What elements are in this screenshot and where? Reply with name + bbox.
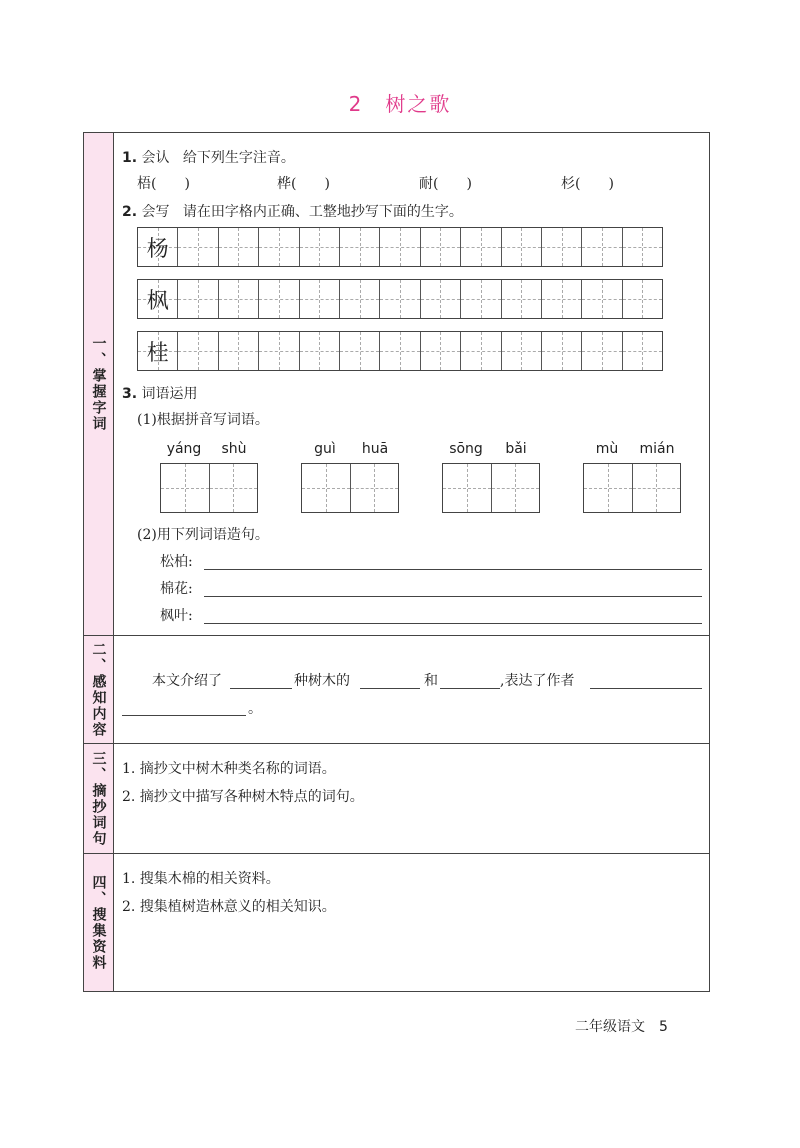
fill-text-4: ,表达了作者 [500,673,575,689]
writing-grid-row-3[interactable] [137,331,663,371]
fill-text-1: 本文介绍了 [152,673,222,689]
sentence-word-2: 棉花: [160,581,193,597]
pinyin-answer-box-1[interactable] [160,463,258,513]
fill-blank-5[interactable] [122,715,246,716]
q2-line: 2. 会写 请在田字格内正确、工整地抄写下面的生字。 [122,204,463,220]
fill-text-2: 种树木的 [294,673,350,689]
model-char-1: 杨 [146,236,169,262]
fill-text-3: 和 [424,673,438,689]
pinyin-answer-box-2[interactable] [301,463,399,513]
section-four-label: 四、搜集资料 [84,854,114,991]
model-char-2: 枫 [146,288,169,314]
model-char-3: 桂 [146,340,169,366]
lesson-title: 树之歌 [385,92,452,116]
section-three [84,744,709,854]
q3-line: 3. 词语运用 [122,386,198,402]
section-two [84,636,709,744]
sentence-line-2[interactable] [204,596,702,597]
q1-line: 1. 会认 给下列生字注音。 [122,150,295,166]
q1-char-1[interactable]: 梧( ) [137,176,190,192]
sentence-word-1: 松柏: [160,554,193,570]
q3-sub1: (1)根据拼音写词语。 [137,412,269,428]
pinyin-answer-box-4[interactable] [583,463,681,513]
sentence-line-1[interactable] [204,569,702,570]
q1-char-4[interactable]: 杉( ) [561,176,614,192]
collect-item-2: 2. 搜集植树造林意义的相关知识。 [122,899,336,915]
sentence-line-3[interactable] [204,623,702,624]
page-title [0,88,800,117]
copy-item-2: 2. 摘抄文中描写各种树木特点的词句。 [122,789,364,805]
section-four [84,854,709,991]
fill-blank-4[interactable] [590,688,702,689]
footer-text: 二年级语文 [575,1019,645,1035]
fill-blank-1[interactable] [230,688,292,689]
fill-blank-2[interactable] [360,688,420,689]
q1-char-3[interactable]: 耐( ) [419,176,472,192]
page-footer [575,1016,668,1036]
sentence-word-3: 枫叶: [160,608,193,624]
lesson-number: 2 [348,92,364,116]
copy-item-1: 1. 摘抄文中树木种类名称的词语。 [122,761,336,777]
page-number: 5 [659,1019,668,1035]
section-two-label: 二、感知内容 [84,636,114,743]
fill-text-5: 。 [248,701,262,717]
section-three-label: 三、摘抄词句 [84,744,114,853]
section-one: 一、掌握字词 1. 会认 给下列生字注音。 梧( ) 桦( ) 耐( ) 杉( ) 2. 会写 请在田字格内正确、工整地抄写下面的生字。 杨 枫 桂 3. 词语运用 (1)根据拼音写词语。 yáng shù guì huā sōng bǎi mù mián (2)用下列词语造句。 松柏: 棉花: 枫叶: [84,133,709,636]
pinyin-answer-box-3[interactable] [442,463,540,513]
fill-blank-3[interactable] [440,688,500,689]
q3-sub2: (2)用下列词语造句。 [137,527,269,543]
writing-grid-row-2[interactable] [137,279,663,319]
writing-grid-row-1[interactable] [137,227,663,267]
section-one-label: 一、掌握字词 [84,133,114,635]
worksheet-frame [83,132,710,992]
q1-char-2[interactable]: 桦( ) [277,176,330,192]
collect-item-1: 1. 搜集木棉的相关资料。 [122,871,280,887]
